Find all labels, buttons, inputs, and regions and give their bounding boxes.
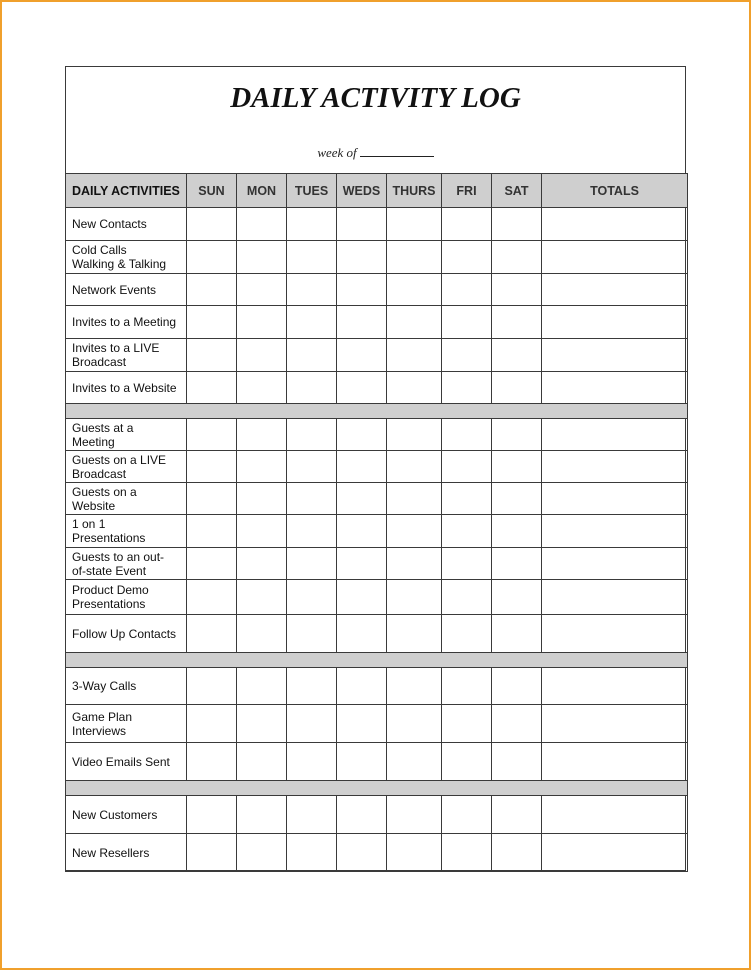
activity-label — [66, 615, 187, 653]
entry-cell-thurs[interactable] — [387, 743, 442, 781]
activity-label-line: Guests on a — [72, 484, 137, 499]
entry-cell-fri[interactable] — [442, 208, 492, 241]
activity-label-line: Network Events — [72, 282, 157, 297]
week-of-label: week of — [317, 145, 357, 160]
entry-cell-thurs[interactable] — [387, 372, 442, 404]
column-header-tues: TUES — [287, 174, 337, 208]
entry-cell-sun[interactable] — [187, 796, 237, 834]
entry-cell-tues[interactable] — [287, 548, 337, 580]
activity-label-line: Broadcast — [72, 355, 127, 369]
activity-label-line: Video Emails Sent — [72, 754, 170, 769]
entry-cell-tues[interactable] — [287, 834, 337, 872]
entry-cell-weds[interactable] — [337, 339, 387, 372]
section-separator — [66, 404, 688, 419]
table-header-row — [66, 174, 688, 208]
entry-cell-mon[interactable] — [237, 580, 287, 615]
entry-cell-weds[interactable] — [337, 743, 387, 781]
activity-label-line: Guests on a LIVE — [72, 452, 167, 467]
entry-cell-tues[interactable] — [287, 208, 337, 241]
entry-cell-totals[interactable] — [542, 451, 688, 483]
activity-label — [66, 580, 187, 615]
entry-cell-totals[interactable] — [542, 372, 688, 404]
entry-cell-weds[interactable] — [337, 419, 387, 451]
table-row — [66, 834, 688, 872]
activity-label-line: New Contacts — [72, 217, 147, 231]
entry-cell-sun[interactable] — [187, 419, 237, 451]
table-row — [66, 515, 688, 548]
entry-cell-fri[interactable] — [442, 274, 492, 306]
activity-label — [66, 705, 187, 743]
activity-label-line: Presentations — [72, 597, 146, 611]
entry-cell-totals[interactable] — [542, 339, 688, 372]
entry-cell-tues[interactable] — [287, 515, 337, 548]
column-header-mon: MON — [237, 174, 287, 208]
entry-cell-sat[interactable] — [492, 241, 542, 274]
entry-cell-totals[interactable] — [542, 615, 688, 653]
entry-cell-sat[interactable] — [492, 743, 542, 781]
entry-cell-sat[interactable] — [492, 580, 542, 615]
entry-cell-totals[interactable] — [542, 796, 688, 834]
entry-cell-mon[interactable] — [237, 615, 287, 653]
activity-label — [66, 306, 187, 339]
entry-cell-tues[interactable] — [287, 274, 337, 306]
entry-cell-weds[interactable] — [337, 451, 387, 483]
entry-cell-sat[interactable] — [492, 274, 542, 306]
entry-cell-fri[interactable] — [442, 372, 492, 404]
entry-cell-fri[interactable] — [442, 668, 492, 705]
entry-cell-thurs[interactable] — [387, 548, 442, 580]
activity-label-line: Invites to a Website — [72, 380, 177, 395]
entry-cell-mon[interactable] — [237, 419, 287, 451]
table-body — [66, 208, 688, 872]
entry-cell-sat[interactable] — [492, 339, 542, 372]
page-title: DAILY ACTIVITY LOG — [230, 82, 521, 114]
table-row — [66, 208, 688, 241]
entry-cell-fri[interactable] — [442, 339, 492, 372]
table-row — [66, 451, 688, 483]
entry-cell-mon[interactable] — [237, 451, 287, 483]
entry-cell-weds[interactable] — [337, 274, 387, 306]
entry-cell-tues[interactable] — [287, 419, 337, 451]
activity-label — [66, 419, 187, 451]
entry-cell-sat[interactable] — [492, 668, 542, 705]
entry-cell-sat[interactable] — [492, 306, 542, 339]
activity-label-line: 1 on 1 — [72, 517, 106, 531]
entry-cell-sun[interactable] — [187, 548, 237, 580]
entry-cell-thurs[interactable] — [387, 796, 442, 834]
entry-cell-sun[interactable] — [187, 208, 237, 241]
entry-cell-thurs[interactable] — [387, 339, 442, 372]
activity-label — [66, 668, 187, 705]
entry-cell-tues[interactable] — [287, 339, 337, 372]
table-row — [66, 241, 688, 274]
entry-cell-tues[interactable] — [287, 306, 337, 339]
entry-cell-thurs[interactable] — [387, 483, 442, 515]
entry-cell-mon[interactable] — [237, 796, 287, 834]
entry-cell-totals[interactable] — [542, 241, 688, 274]
entry-cell-fri[interactable] — [442, 580, 492, 615]
table-row — [66, 668, 688, 705]
table-row — [66, 580, 688, 615]
entry-cell-sun[interactable] — [187, 451, 237, 483]
entry-cell-fri[interactable] — [442, 451, 492, 483]
entry-cell-sat[interactable] — [492, 705, 542, 743]
activity-label-line: Walking & Talking — [72, 257, 167, 271]
entry-cell-thurs[interactable] — [387, 834, 442, 872]
entry-cell-fri[interactable] — [442, 515, 492, 548]
entry-cell-weds[interactable] — [337, 796, 387, 834]
activity-label-line: 3-Way Calls — [72, 679, 137, 693]
entry-cell-fri[interactable] — [442, 419, 492, 451]
activity-label — [66, 241, 187, 274]
table-row — [66, 615, 688, 653]
activity-label-line: Invites to a LIVE — [72, 341, 160, 355]
week-of-blank[interactable] — [360, 146, 434, 157]
entry-cell-mon[interactable] — [237, 483, 287, 515]
entry-cell-thurs[interactable] — [387, 615, 442, 653]
entry-cell-totals[interactable] — [542, 274, 688, 306]
separator-bar — [66, 404, 688, 419]
entry-cell-sun[interactable] — [187, 705, 237, 743]
table-row — [66, 306, 688, 339]
entry-cell-sat[interactable] — [492, 208, 542, 241]
entry-cell-sat[interactable] — [492, 451, 542, 483]
entry-cell-mon[interactable] — [237, 705, 287, 743]
entry-cell-totals[interactable] — [542, 548, 688, 580]
activity-label-line: Meeting — [72, 434, 115, 449]
activity-label — [66, 483, 187, 515]
entry-cell-sun[interactable] — [187, 580, 237, 615]
activity-label — [66, 548, 187, 580]
entry-cell-mon[interactable] — [237, 548, 287, 580]
activity-label — [66, 274, 187, 306]
entry-cell-sun[interactable] — [187, 615, 237, 653]
activity-label-line: Invites to a Meeting — [72, 315, 177, 329]
entry-cell-weds[interactable] — [337, 241, 387, 274]
separator-bar — [66, 781, 688, 796]
week-of-line — [66, 145, 685, 161]
entry-cell-sat[interactable] — [492, 834, 542, 872]
entry-cell-totals[interactable] — [542, 668, 688, 705]
entry-cell-totals[interactable] — [542, 419, 688, 451]
activity-label-line: Broadcast — [72, 466, 127, 481]
entry-cell-sun[interactable] — [187, 515, 237, 548]
entry-cell-thurs[interactable] — [387, 419, 442, 451]
activity-label-line: Follow Up Contacts — [72, 626, 177, 641]
entry-cell-sun[interactable] — [187, 306, 237, 339]
entry-cell-weds[interactable] — [337, 483, 387, 515]
entry-cell-sat[interactable] — [492, 615, 542, 653]
entry-cell-totals[interactable] — [542, 834, 688, 872]
separator-bar — [66, 653, 688, 668]
entry-cell-mon[interactable] — [237, 208, 287, 241]
activity-label — [66, 372, 187, 404]
entry-cell-weds[interactable] — [337, 834, 387, 872]
entry-cell-mon[interactable] — [237, 834, 287, 872]
entry-cell-thurs[interactable] — [387, 705, 442, 743]
activity-log-sheet — [65, 66, 686, 871]
table-row — [66, 796, 688, 834]
activity-label — [66, 796, 187, 834]
entry-cell-fri[interactable] — [442, 483, 492, 515]
entry-cell-thurs[interactable] — [387, 580, 442, 615]
table-row — [66, 274, 688, 306]
activity-label — [66, 451, 187, 483]
entry-cell-fri[interactable] — [442, 743, 492, 781]
entry-cell-thurs[interactable] — [387, 306, 442, 339]
entry-cell-totals[interactable] — [542, 483, 688, 515]
entry-cell-mon[interactable] — [237, 306, 287, 339]
entry-cell-totals[interactable] — [542, 705, 688, 743]
activity-label-line: Guests to an out- — [72, 549, 165, 564]
column-header-fri: FRI — [442, 174, 492, 208]
entry-cell-weds[interactable] — [337, 306, 387, 339]
entry-cell-thurs[interactable] — [387, 668, 442, 705]
activity-label — [66, 339, 187, 372]
section-separator — [66, 781, 688, 796]
entry-cell-tues[interactable] — [287, 615, 337, 653]
table-row — [66, 339, 688, 372]
entry-cell-mon[interactable] — [237, 241, 287, 274]
entry-cell-sun[interactable] — [187, 372, 237, 404]
entry-cell-totals[interactable] — [542, 208, 688, 241]
entry-cell-mon[interactable] — [237, 515, 287, 548]
entry-cell-sun[interactable] — [187, 743, 237, 781]
entry-cell-totals[interactable] — [542, 743, 688, 781]
entry-cell-fri[interactable] — [442, 834, 492, 872]
entry-cell-sat[interactable] — [492, 372, 542, 404]
activity-label-line: Presentations — [72, 531, 146, 545]
entry-cell-mon[interactable] — [237, 668, 287, 705]
table-row — [66, 372, 688, 404]
entry-cell-tues[interactable] — [287, 451, 337, 483]
column-header-sun: SUN — [187, 174, 237, 208]
entry-cell-sat[interactable] — [492, 796, 542, 834]
column-header-daily-activities: DAILY ACTIVITIES — [66, 174, 187, 208]
entry-cell-mon[interactable] — [237, 372, 287, 404]
activity-label-line: New Customers — [72, 807, 158, 822]
activity-label — [66, 208, 187, 241]
entry-cell-tues[interactable] — [287, 580, 337, 615]
entry-cell-sun[interactable] — [187, 834, 237, 872]
activity-label — [66, 743, 187, 781]
entry-cell-weds[interactable] — [337, 615, 387, 653]
table-row — [66, 705, 688, 743]
activity-label-line: Game Plan — [72, 709, 133, 724]
entry-cell-thurs[interactable] — [387, 515, 442, 548]
entry-cell-sun[interactable] — [187, 339, 237, 372]
entry-cell-tues[interactable] — [287, 743, 337, 781]
activity-label-line: Interviews — [72, 723, 127, 738]
entry-cell-sun[interactable] — [187, 274, 237, 306]
entry-cell-tues[interactable] — [287, 705, 337, 743]
activity-label — [66, 834, 187, 872]
activity-table — [65, 173, 688, 872]
table-row — [66, 419, 688, 451]
entry-cell-sat[interactable] — [492, 548, 542, 580]
entry-cell-totals[interactable] — [542, 306, 688, 339]
entry-cell-fri[interactable] — [442, 705, 492, 743]
entry-cell-tues[interactable] — [287, 483, 337, 515]
entry-cell-weds[interactable] — [337, 372, 387, 404]
entry-cell-sat[interactable] — [492, 419, 542, 451]
entry-cell-totals[interactable] — [542, 580, 688, 615]
column-header-thurs: THURS — [387, 174, 442, 208]
entry-cell-mon[interactable] — [237, 274, 287, 306]
entry-cell-totals[interactable] — [542, 515, 688, 548]
activity-label-line: of-state Event — [72, 563, 147, 578]
activity-label-line: Guests at a — [72, 420, 134, 435]
activity-label-line: New Resellers — [72, 845, 150, 860]
entry-cell-weds[interactable] — [337, 548, 387, 580]
entry-cell-weds[interactable] — [337, 515, 387, 548]
column-header-sat: SAT — [492, 174, 542, 208]
entry-cell-thurs[interactable] — [387, 208, 442, 241]
entry-cell-sun[interactable] — [187, 483, 237, 515]
entry-cell-tues[interactable] — [287, 241, 337, 274]
entry-cell-fri[interactable] — [442, 796, 492, 834]
activity-label-line: Website — [72, 498, 116, 513]
entry-cell-weds[interactable] — [337, 668, 387, 705]
section-separator — [66, 653, 688, 668]
column-header-weds: WEDS — [337, 174, 387, 208]
entry-cell-fri[interactable] — [442, 241, 492, 274]
activity-label — [66, 515, 187, 548]
entry-cell-weds[interactable] — [337, 705, 387, 743]
entry-cell-sat[interactable] — [492, 515, 542, 548]
entry-cell-fri[interactable] — [442, 548, 492, 580]
entry-cell-sun[interactable] — [187, 668, 237, 705]
entry-cell-tues[interactable] — [287, 796, 337, 834]
activity-label-line: Product Demo — [72, 583, 149, 597]
table-row — [66, 483, 688, 515]
table-row — [66, 743, 688, 781]
entry-cell-tues[interactable] — [287, 372, 337, 404]
entry-cell-mon[interactable] — [237, 743, 287, 781]
entry-cell-weds[interactable] — [337, 208, 387, 241]
table-row — [66, 548, 688, 580]
entry-cell-fri[interactable] — [442, 615, 492, 653]
column-header-totals: TOTALS — [542, 174, 688, 208]
activity-label-line: Cold Calls — [72, 243, 127, 257]
entry-cell-tues[interactable] — [287, 668, 337, 705]
entry-cell-sat[interactable] — [492, 483, 542, 515]
entry-cell-sun[interactable] — [187, 241, 237, 274]
entry-cell-mon[interactable] — [237, 339, 287, 372]
entry-cell-thurs[interactable] — [387, 451, 442, 483]
entry-cell-fri[interactable] — [442, 306, 492, 339]
entry-cell-thurs[interactable] — [387, 274, 442, 306]
entry-cell-weds[interactable] — [337, 580, 387, 615]
entry-cell-thurs[interactable] — [387, 241, 442, 274]
